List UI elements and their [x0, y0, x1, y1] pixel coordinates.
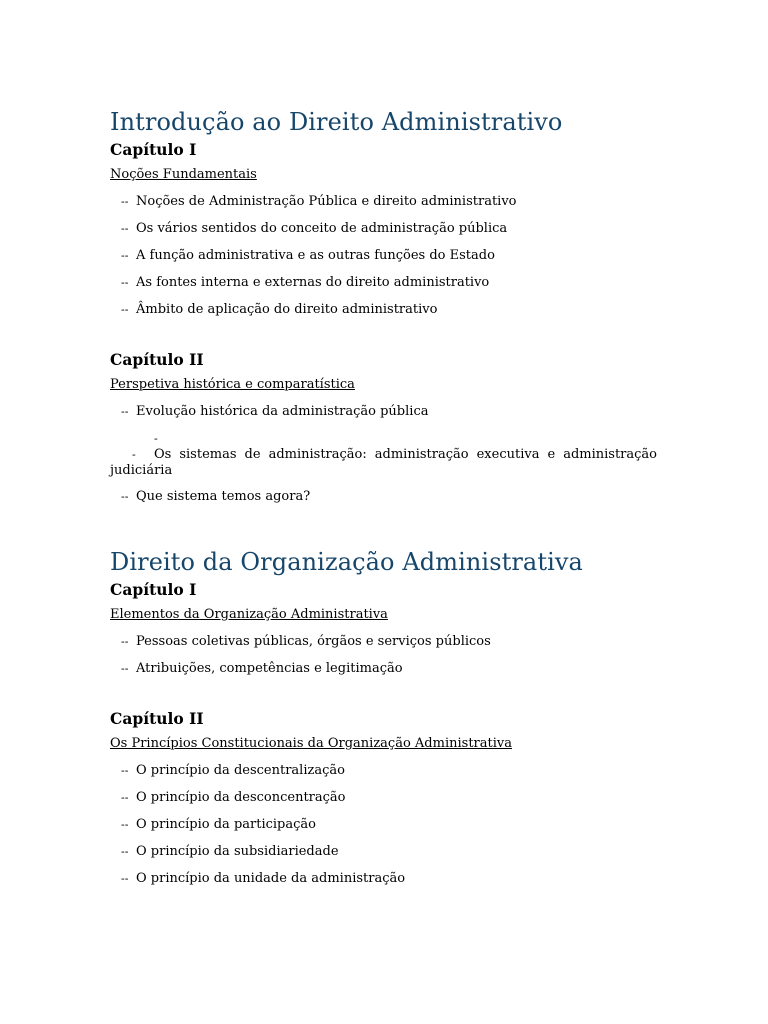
list-item-text: Os vários sentidos do conceito de administração pública	[136, 221, 508, 236]
list-item	[110, 817, 657, 833]
topic-list	[110, 634, 657, 677]
dash-bullet: --	[121, 303, 129, 316]
dash-bullet: --	[121, 764, 129, 777]
list-item-text: Os sistemas de administração: administração executiva e administração judiciária	[110, 447, 657, 478]
list-item-text: Noções de Administração Pública e direito administrativo	[136, 194, 517, 209]
dash-bullet: --	[121, 249, 129, 262]
list-item	[110, 763, 657, 779]
dash-bullet: --	[132, 432, 158, 461]
chapter-title: Capítulo I	[110, 580, 197, 599]
dash-bullet: --	[121, 276, 129, 289]
list-item-text: Que sistema temos agora?	[136, 489, 311, 504]
part-title: Introdução ao Direito Administrativo	[110, 108, 563, 136]
part-introducao	[110, 105, 657, 505]
list-item	[110, 871, 657, 887]
dash-bullet: --	[121, 872, 129, 885]
list-item	[110, 790, 657, 806]
chapter-title: Capítulo II	[110, 350, 204, 369]
dash-bullet: --	[121, 405, 129, 418]
list-item	[110, 221, 657, 237]
list-item-text: Pessoas coletivas públicas, órgãos e serviços públicos	[136, 634, 491, 649]
part-organizacao	[110, 545, 657, 887]
chapter-subtitle: Elementos da Organização Administrativa	[110, 607, 388, 622]
list-item	[110, 844, 657, 860]
list-item-text: Âmbito de aplicação do direito administrativo	[136, 302, 438, 317]
dash-bullet: --	[121, 635, 129, 648]
dash-bullet: --	[121, 818, 129, 831]
list-item-text: O princípio da desconcentração	[136, 790, 346, 805]
list-item-text: O princípio da subsidiariedade	[136, 844, 339, 859]
list-item-text: O princípio da unidade da administração	[136, 871, 406, 886]
chapter-subtitle: Perspetiva histórica e comparatística	[110, 377, 355, 392]
list-item-text: O princípio da participação	[136, 817, 316, 832]
list-item	[110, 431, 657, 479]
chapter-2	[110, 349, 657, 505]
topic-list	[110, 763, 657, 887]
list-item-text: Evolução histórica da administração pública	[136, 404, 429, 419]
chapter-title: Capítulo I	[110, 140, 197, 159]
list-item	[110, 248, 657, 264]
list-item	[110, 404, 657, 420]
list-item-text: A função administrativa e as outras funções do Estado	[136, 248, 495, 263]
chapter-title: Capítulo II	[110, 709, 204, 728]
dash-bullet: --	[121, 195, 129, 208]
dash-bullet: --	[121, 662, 129, 675]
chapter-2	[110, 708, 657, 887]
list-item-text: Atribuições, competências e legitimação	[136, 661, 403, 676]
dash-bullet: --	[121, 222, 129, 235]
list-item	[110, 489, 657, 505]
topic-list	[110, 194, 657, 318]
chapter-subtitle: Noções Fundamentais	[110, 167, 257, 182]
topic-list	[110, 404, 657, 505]
chapter-subtitle: Os Princípios Constitucionais da Organização Administrativa	[110, 736, 512, 751]
list-item-text: As fontes interna e externas do direito administrativo	[136, 275, 490, 290]
dash-bullet: --	[121, 845, 129, 858]
list-item	[110, 634, 657, 650]
list-item	[110, 275, 657, 291]
list-item	[110, 302, 657, 318]
document-page	[110, 105, 657, 898]
chapter-1	[110, 579, 657, 677]
dash-bullet: --	[121, 490, 129, 503]
list-item	[110, 194, 657, 210]
list-item-text: O princípio da descentralização	[136, 763, 345, 778]
list-item	[110, 661, 657, 677]
chapter-1	[110, 139, 657, 318]
part-title: Direito da Organização Administrativa	[110, 548, 583, 576]
dash-bullet: --	[121, 791, 129, 804]
